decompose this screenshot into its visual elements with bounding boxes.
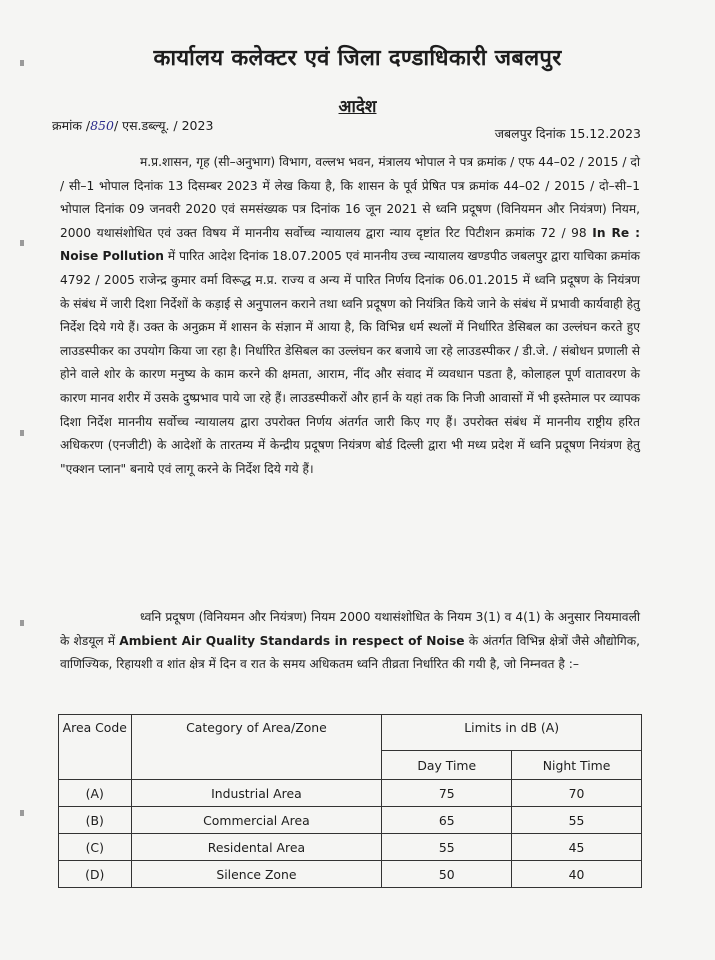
paragraph-1-part-a: म.प्र.शासन, गृह (सी–अनुभाग) विभाग, वल्लभ भवन, मंत्रालय भोपाल ने पत्र क्रमांक / एफ 44–02 / 2015 / दो / सी–1 भोपाल दिनांक 13 दिसम्बर 2023 में लेख किया है, कि शासन के पूर्व प्रेषित पत्र क्रमांक 44–02 / 2015 / दो–सी–1 भोपाल दिनांक 09 जनवरी 2020 एवं समसंख्यक पत्र दिनांक 16 जून 2021 से ध्वनि प्रदूषण (विनियमन और नियंत्रण) नियम, 2000 यथासंशोधित एवं उक्त विषय में माननीय सर्वोच्च न्यायालय द्वारा न्याय दृष्टांत रिट पिटीशन क्रमांक 72 / 98 <box>60 155 640 240</box>
paragraph-1-part-b: में पारित आदेश दिनांक 18.07.2005 एवं माननीय उच्च न्यायालय खण्डपीठ जबलपुर द्वारा याचिका क्रमांक 4792 / 2005 राजेन्द्र कुमार वर्मा विरूद्ध म.प्र. राज्य व अन्य में पारित निर्णय दिनांक 06.01.2015 में ध्वनि प्रदूषण के नियंत्रण के संबंध में जारी दिशा निर्देशों के कड़ाई से अनुपालन कराने तथा ध्वनि प्रदूषण को नियंत्रित किये जाने के संबंध में प्रभावी कार्यवाही हेतु निर्देश दिये गये हैं। उक्त के अनुक्रम में शासन के संज्ञान में आया है, कि विभिन्न धर्म स्थलों में निर्धारित डेसिबल का उल्लंघन करते हुए लाउडस्पीकर का उपयोग किया जा रहा है। निर्धारित डेसिबल का उल्लंघन कर बजाये जा रहे लाउडस्पीकर / डी.जे. / संबोधन प्रणाली से होने वाले शोर के कारण मनुष्य के काम करने की क्षमता, आराम, नींद और संवाद में व्यवधान पडता है, कोलाहल पूर्ण वातावरण के कारण मानव शरीर में उसके दुष्प्रभाव पाये जा रहे हैं। लाउडस्पीकरों और हार्न के यहां तक कि निजी आवासों में भी इस्तेमाल पर व्यापक दिशा निर्देश माननीय सर्वोच्च न्यायालय द्वारा उपरोक्त निर्णय अंतर्गत जारी किए गए हैं। उपरोक्त संबंध में माननीय राष्ट्रीय हरित अधिकरण (एनजीटी) के आदेशों के तारतम्य में केन्द्रीय प्रदूषण नियंत्रण बोर्ड दिल्ली द्वारा भी मध्य प्रदेश में ध्वनि प्रदूषण नियंत्रण हेतु "एक्शन प्लान" बनाये एवं लागू करने के निर्देश दिये गये हैं। <box>60 249 641 476</box>
row-category: Silence Zone <box>131 861 382 888</box>
paragraph-2 <box>60 606 640 677</box>
table-row <box>59 780 642 807</box>
row-day-limit: 65 <box>382 807 512 834</box>
scan-mark <box>20 240 24 246</box>
row-night-limit: 55 <box>512 807 642 834</box>
paragraph-2-part-b: के अंतर्गत विभिन्न क्षेत्रों जैसे औद्योगिक, वाणिज्यिक, रिहायशी व शांत क्षेत्र में दिन व रात के समय अधिकतम ध्वनि तीव्रता निर्धारित की गयी है, जो निम्नवत है :– <box>60 633 640 672</box>
standards-title: Ambient Air Quality Standards in respect of Noise <box>119 633 465 648</box>
paragraph-2-part-a: ध्वनि प्रदूषण (विनियमन और नियंत्रण) नियम 2000 यथासंशोधित के नियम 3(1) व 4(1) के अनुसार नियमावली के शेडयूल में <box>60 610 640 648</box>
row-night-limit: 45 <box>512 834 642 861</box>
scan-mark <box>20 620 24 626</box>
row-day-limit: 75 <box>382 780 512 807</box>
reference-prefix: क्रमांक / <box>52 118 91 133</box>
row-area-code: (A) <box>59 780 132 807</box>
scan-mark <box>20 430 24 436</box>
noise-limits-table <box>58 714 642 888</box>
row-night-limit: 70 <box>512 780 642 807</box>
header-category: Category of Area/Zone <box>131 715 382 780</box>
paragraph-1 <box>60 151 640 481</box>
handwritten-number: 850 <box>90 118 114 133</box>
office-title: कार्यालय कलेक्टर एवं जिला दण्डाधिकारी जबलपुर <box>153 46 562 71</box>
row-area-code: (C) <box>59 834 132 861</box>
order-heading <box>0 94 715 117</box>
scan-mark <box>20 60 24 66</box>
table-row <box>59 834 642 861</box>
reference-suffix: / एस.डब्ल्यू. / 2023 <box>113 118 214 133</box>
row-area-code: (D) <box>59 861 132 888</box>
row-area-code: (B) <box>59 807 132 834</box>
row-category: Commercial Area <box>131 807 382 834</box>
row-night-limit: 40 <box>512 861 642 888</box>
order-date: जबलपुर दिनांक 15.12.2023 <box>494 126 641 141</box>
case-title: In Re : Noise Pollution <box>60 225 640 264</box>
header-limits: Limits in dB (A) <box>382 715 642 751</box>
scan-mark <box>20 810 24 816</box>
order-heading-text: आदेश <box>338 97 377 117</box>
row-category: Residental Area <box>131 834 382 861</box>
table-header-row <box>59 715 642 751</box>
header-day-time: Day Time <box>382 751 512 780</box>
header-area-code: Area Code <box>59 715 132 780</box>
reference-number <box>52 117 213 134</box>
row-category: Industrial Area <box>131 780 382 807</box>
row-day-limit: 55 <box>382 834 512 861</box>
table-row <box>59 807 642 834</box>
table-row <box>59 861 642 888</box>
header-night-time: Night Time <box>512 751 642 780</box>
row-day-limit: 50 <box>382 861 512 888</box>
